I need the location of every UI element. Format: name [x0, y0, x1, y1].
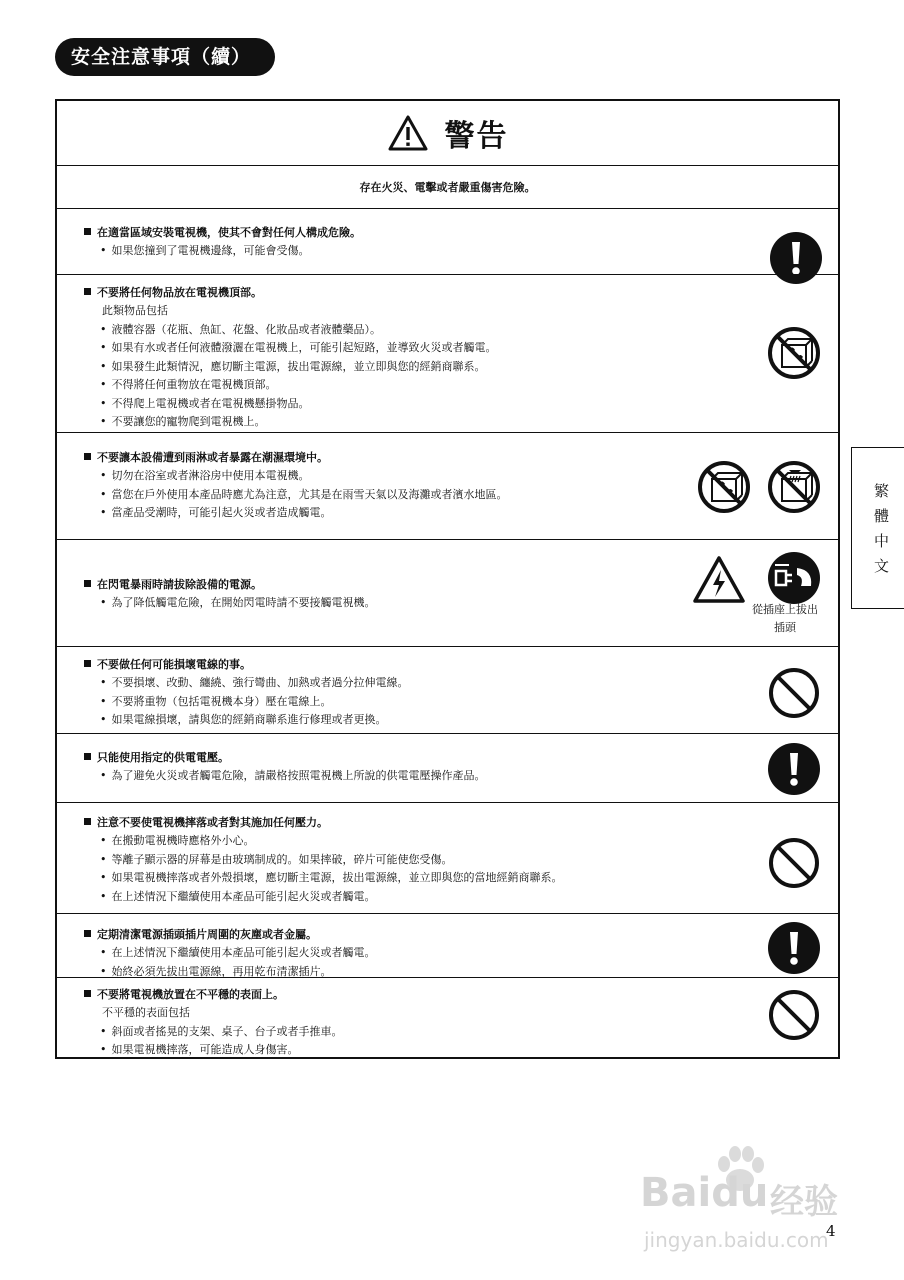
- square-bullet-icon: [84, 580, 91, 587]
- warning-title-row: [57, 101, 838, 165]
- bullet-item: • 不要損壞、改動、纏繞、強行彎曲、加熱或者過分拉伸電線。: [100, 674, 409, 690]
- divider: [57, 165, 838, 166]
- bullet-item: • 如果您撞到了電視機邊緣，可能會受傷。: [100, 242, 310, 258]
- bullet-item: • 如果電線損壞，請與您的經銷商聯系進行修理或者更換。: [100, 711, 387, 727]
- bullet-item: • 在上述情況下繼續使用本產品可能引起火災或者觸電。: [100, 888, 376, 904]
- warning-section: [57, 913, 838, 977]
- no-shower-icon: [767, 460, 821, 518]
- bullet-item: • 始終必須先拔出電源線，再用乾布清潔插片。: [100, 963, 332, 979]
- warning-section: [57, 432, 838, 539]
- section-title-text: 注意不要使電視機摔落或者對其施加任何壓力。: [97, 816, 328, 829]
- bullet-item: • 不要將重物（包括電視機本身）壓在電線上。: [100, 693, 332, 709]
- section-title: [84, 576, 262, 592]
- warning-section: [57, 646, 838, 733]
- unplug-caption: [740, 601, 830, 637]
- section-title-text: 定期清潔電源插頭插片周圍的灰塵或者金屬。: [97, 928, 317, 941]
- section-note: 此類物品包括: [102, 304, 168, 317]
- square-bullet-icon: [84, 453, 91, 460]
- warning-table: [55, 99, 840, 1059]
- square-bullet-icon: [84, 930, 91, 937]
- caption-line: 插頭: [774, 621, 796, 634]
- section-title: [84, 814, 328, 830]
- warning-section: [57, 274, 838, 432]
- section-title-text: 不要將任何物品放在電視機頂部。: [97, 286, 262, 299]
- section-title: [84, 986, 284, 1002]
- bullet-item: • 不要讓您的寵物爬到電視機上。: [100, 413, 266, 429]
- section-title: [84, 926, 317, 942]
- electric-shock-warning-icon: [692, 553, 746, 611]
- prohibited-icon: [767, 988, 821, 1046]
- watermark-url: jingyan.baidu.com: [644, 1228, 829, 1252]
- bullet-item: • 斜面或者搖晃的支架、桌子、台子或者手推車。: [100, 1023, 343, 1039]
- bullet-item: • 等離子顯示器的屏幕是由玻璃制成的。如果摔破，碎片可能使您受傷。: [100, 851, 453, 867]
- bullet-item: • 液體容器（花瓶、魚缸、花盤、化妝品或者液體藥品）。: [100, 321, 381, 337]
- warning-section: [57, 539, 838, 646]
- caption-line: 從插座上拔出: [752, 603, 818, 616]
- watermark-brand: Baidu: [640, 1170, 769, 1216]
- square-bullet-icon: [84, 753, 91, 760]
- prohibited-icon: [767, 836, 821, 894]
- section-title: [84, 749, 229, 765]
- square-bullet-icon: [84, 288, 91, 295]
- side-tab-char: 中: [873, 532, 889, 550]
- section-header: 安全注意事項（續）: [55, 38, 275, 76]
- square-bullet-icon: [84, 660, 91, 667]
- square-bullet-icon: [84, 228, 91, 235]
- watermark-cn: 经验: [770, 1182, 838, 1222]
- bullet-item: • 為了降低觸電危險，在開始閃電時請不要接觸電視機。: [100, 594, 376, 610]
- section-title-text: 在閃電暴雨時請拔除設備的電源。: [97, 578, 262, 591]
- section-title-text: 不要將電視機放置在不平穩的表面上。: [97, 988, 284, 1001]
- mandatory-icon: [767, 742, 821, 800]
- square-bullet-icon: [84, 818, 91, 825]
- baidu-watermark: [640, 1140, 880, 1270]
- warning-section: [57, 733, 838, 802]
- side-tab-char: 文: [873, 557, 889, 575]
- section-title: [84, 656, 251, 672]
- bullet-item: • 當您在戶外使用本產品時應尤為注意，尤其是在雨雪天氣以及海灘或者濱水地區。: [100, 486, 508, 502]
- section-title-text: 在適當區域安裝電視機，使其不會對任何人構成危險。: [97, 226, 361, 239]
- no-objects-on-top-icon: [767, 326, 821, 384]
- bullet-item: • 在搬動電視機時應格外小心。: [100, 832, 255, 848]
- section-title: [84, 284, 262, 300]
- bullet-item: • 為了避免火災或者觸電危險，請嚴格按照電視機上所說的供電電壓操作產品。: [100, 767, 486, 783]
- section-note: 不平穩的表面包括: [102, 1006, 190, 1019]
- warning-title: 警告: [444, 119, 509, 154]
- bullet-item: • 不得將任何重物放在電視機頂部。: [100, 376, 277, 392]
- bullet-item: • 如果電視機摔落，可能造成人身傷害。: [100, 1041, 299, 1057]
- page-number: 4: [826, 1222, 836, 1240]
- mandatory-icon: [767, 921, 821, 979]
- section-title-text: 只能使用指定的供電電壓。: [97, 751, 229, 764]
- side-tab-char: 繁: [873, 482, 889, 500]
- bullet-item: • 如果發生此類情況，應切斷主電源，拔出電源線，並立即與您的經銷商聯系。: [100, 358, 486, 374]
- warning-triangle-icon: [387, 114, 429, 152]
- section-title: [84, 449, 328, 465]
- bullet-item: • 在上述情況下繼續使用本產品可能引起火災或者觸電。: [100, 944, 376, 960]
- prohibited-icon: [767, 666, 821, 724]
- language-side-tab: [851, 447, 904, 609]
- bullet-item: • 如果電視機摔落或者外殼損壞，應切斷主電源，拔出電源線，並立即與您的當地經銷商聯系。: [100, 869, 563, 885]
- no-water-icon: [697, 460, 751, 518]
- side-tab-char: 體: [873, 507, 889, 525]
- square-bullet-icon: [84, 990, 91, 997]
- section-title-text: 不要做任何可能損壞電線的事。: [97, 658, 251, 671]
- warning-section: [57, 802, 838, 913]
- warning-section: [57, 977, 838, 1059]
- bullet-item: • 如果有水或者任何液體潑灑在電視機上，可能引起短路，並導致火災或者觸電。: [100, 339, 497, 355]
- warning-subtitle: 存在火災、電擊或者嚴重傷害危險。: [359, 181, 536, 194]
- bullet-item: • 切勿在浴室或者淋浴房中使用本電視機。: [100, 467, 310, 483]
- section-title: [84, 224, 361, 240]
- bullet-item: • 當產品受潮時，可能引起火災或者造成觸電。: [100, 504, 332, 520]
- section-title-text: 不要讓本設備遭到雨淋或者暴露在潮濕環境中。: [97, 451, 328, 464]
- bullet-item: • 不得爬上電視機或者在電視機懸掛物品。: [100, 395, 310, 411]
- warning-section: [57, 209, 838, 274]
